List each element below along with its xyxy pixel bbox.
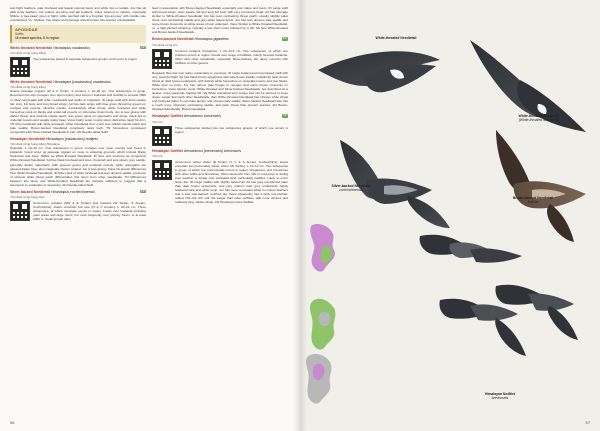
qr-code-icon[interactable] — [152, 126, 172, 146]
species-latin: Hirundapus cochinchinensis — [51, 189, 95, 194]
family-title: APODIDAE — [15, 27, 38, 33]
label-silver-backed-needletail — [318, 184, 384, 192]
species-heading — [10, 137, 146, 141]
status-badge: LC — [283, 114, 287, 118]
book-gutter — [293, 0, 307, 431]
species-heading — [10, 190, 146, 194]
species-vietnamese: Yến đuôi cứng họng trắng — [10, 51, 46, 55]
label-name: White-throated Needletail — [518, 114, 560, 118]
species-heading — [152, 37, 288, 41]
qr-row — [10, 201, 146, 224]
left-column-a — [10, 6, 146, 226]
qr-row — [152, 49, 288, 69]
bird-plate-illustration — [300, 0, 600, 431]
species-vietnamese: Yến núi — [152, 119, 163, 124]
qr-row — [10, 57, 146, 77]
qr-code-icon[interactable] — [10, 201, 30, 221]
species-vietnamese: Yến núi — [152, 154, 163, 159]
label-white-throated-needletail-upper — [366, 36, 426, 40]
family-box — [10, 25, 146, 42]
family-note: 16 extant species, 8 in region — [15, 36, 60, 41]
label-sub: cochinchinensis — [339, 188, 363, 193]
bird-himalayan-swiftlet-silhouette — [439, 299, 526, 356]
species-name: Himalayan Swiftlet — [152, 148, 183, 153]
label-white-throated-needletail-lower — [506, 114, 572, 122]
bird-brown-backed-needletail — [496, 130, 586, 242]
species-heading — [152, 114, 288, 118]
species-latin: Aerodramus brevirostris — [183, 114, 222, 119]
species-entry — [10, 80, 146, 134]
range-map-1 — [310, 224, 335, 272]
left-column-b — [152, 6, 288, 210]
species-name: Brown-backed Needletail — [152, 37, 194, 42]
species-entry — [152, 149, 288, 208]
species-body: Potential. L 19–20 cm. One subspecies in group. Forages over open country and forest in lowlands. Could occur as passage migrant en route to wintering grounds, which include Malay Peninsula and Java. Habits as White-throated Needletail. ID Size and structure as congeneric White-throated Needletail. Ad has black forehead and lores, brownish and less silvery grey saddle, generally darker upperparts (with greener gloss) and undertail coverts, white upperparts are glossed darker blue; also marginally shorter winged. Juv is less glossy. Voice No known differences from White-throated Needletail. ID Silver-lack of white forehead and less obvious saddle, presence of obvious white throat patch differentiates this taxon from other needletails. TN Differences between this taxon and White-throated Needletail are perhaps sufficient to suggest that a taxonomic re-evaluation is necessary. AN Needle-tailed Swift. — [10, 146, 146, 187]
species-entry — [10, 190, 146, 225]
species-entry — [152, 37, 288, 111]
species-vietnamese: Yến đuôi cứng họng trắng — [10, 85, 46, 90]
species-entry — [152, 114, 288, 145]
species-latin: Hirundapus [caudacutus] caudacutus — [53, 80, 111, 84]
status-badge: LC — [283, 37, 287, 41]
species-heading — [10, 80, 146, 84]
status-badge: LC — [141, 189, 145, 193]
species-vietnamese: Yến đuôi cứng lớn — [152, 42, 178, 47]
qr-row — [152, 160, 288, 208]
qr-row — [152, 126, 288, 146]
bird-himalayan-swiftlet — [420, 235, 522, 263]
label-sub: indicus — [527, 200, 539, 205]
family-subtitle: Swifts — [15, 32, 24, 37]
range-map-2 — [310, 299, 335, 350]
label-sub: brevirostris — [491, 396, 509, 401]
species-latin: Aerodramus [brevirostris] brevirostris — [183, 148, 242, 153]
species-body: Uncommon winter visitor (E Tonkin, N, C & S Annam, Cochinchina); status uncertain but presumably winter visitor (W Tonkin). L 13–14 cm. Two subspecies in group, of which one (innominata) occurs in region. Gregarious, and sometimes with other swifts and hirundines. Often descends from hills in cold-snap or during poor weather to forage over cultivated land, particularly paddies. Likely to occur Sept–Jun. ID Large swiftlet with slightly forked tail. Ad has grey-complected paler than dark brown upperparts, and very uniform pale grey underparts; lightly feathered tarsi and white rump. Juv has more concealed white in contour feathers and a less well-defined, notched tail. Voice Apparently has a fairly low-pitched, rattled 'chit chit chit' call. SS Larger than other swiftlets, with more obvious and relatively long, darker wings. AN Himalayan Cave Swiftlet. — [175, 160, 288, 205]
label-name: Himalayan Swiftlet — [485, 392, 515, 396]
species-name: White-throated Needletail — [10, 45, 53, 50]
species-name: White-throated Needletail — [10, 80, 53, 84]
status-badge: LC — [141, 45, 145, 49]
species-latin: Hirundapus giganteus — [194, 37, 229, 42]
bird-white-throated-needletail-upper — [318, 51, 440, 92]
page-number: 57 — [585, 420, 590, 425]
species-body: Regularly flies low over water, particularly in evenings. ID Large-bodied and long-winged swift with very powerful flight. Ad has black-brown upperparts with pale brown saddle, indistinctly paler brown throat on dark brown underparts, with distinct white horseshoe on undertail-coverts and rear flanks. White spot on lores. Juv has narrow pale fringes to remiges and some brown crescents on horseshoe. Voice Quietly vocal: White-throated and Silver-backed Needletails, but described as a clearer, more sweet-like rippling trill. SS White supraloral spot unique and can be obvious in close views. Larger than both other Needletails, than White-throated Needletail has obvious white throat and forehead (latter in nominate alone), and obvious pale saddle; Silver-backed Needletail also has a much more obviously contrasting saddle, and paler throat than present species. AN Brown-throated (Needletail), Brown Needletail. — [152, 70, 288, 112]
species-name: Himalayan Swiftlet — [152, 114, 183, 119]
species-vietnamese: Yến đuôi cứng họng xám — [10, 195, 45, 200]
species-body: Uncommon resident (NW & E Tonkin) and resident (W Tonkin, S Annam, Cochinchina); status uncertain but rare (N & C Annam). L 20–22 cm. Three subspecies, of which nominate occurs in region. Feeds over lowlands including open areas and large rivers, but most frequently over primary forest, to at least 2000 m. Small groups often — [33, 201, 146, 222]
species-body: Scarce passage migrant (W & C Tonkin, S Annam). L 19–20 cm. One subspecies in group. Recorded Oct–Apr. Forages over open country and forest in lowlands and foothills to at least 1500 m. May congregate with other needletails and swifts on migration. ID Large swift with short square tail, long, full body and long broad wings. Ad has dark wings with blue gloss (browning green) on remiges and coverts, off-white mantle, contrastingly white throat, white forehead and white horseshoe mark on flanks and under-tail coverts on otherwise brown body. Juv is less glossy with darker throat, less obvious mantle patch, less green gloss on upperparts and wings, black lips to undertail coverts and usually dusky base. Voice Fairly vocal; mostly silent, distinctive rapid 'hin-hin'. TN Only needletail with white forehead. Other Needletail from much less whitish mantle patch and pale saddle; Brown-backed Needletail completely lacks both. TN Sometimes considered conspecific with Silver-backed Needletail in part. AN Needle-tailed Swift. — [10, 89, 146, 134]
species-entry — [10, 46, 146, 77]
page-number: 56 — [10, 420, 15, 425]
qr-text: Common resident throughout. L 23–24.5 cm. Two subspecies, of which one (indicus) occurs in region. Feeds over range of habitats, mainly forested lowlands. Often with other needletails, especially Silver-backed, but rarely consorts with swiftlets of other genera. — [175, 48, 288, 65]
qr-text: Two subspecies placed in separate subspecies groups, both occur in region. — [33, 57, 138, 61]
species-heading — [10, 46, 146, 50]
continued-paragraph: feed in association with Brown-backed Needletail, especially over lakes and rivers. ID Large swift with broad wings, short square tail and long full body with very prominent head. Ad has plumage similar to White-throated Needletail, but has less contrasting throat patch, usually slightly paler chest, less contrasting saddle and grey-white lateral spots. Juv has less obvious pale saddle and some brown crescents on white areas of rear underpart. Voice Similar to White-throated Needletail, i.e. a high-pitched twittering, typically a few short notes followed by a trill. SS See White-throated and Brown-backed Needletails. — [152, 6, 288, 35]
intro-paragraph: and flight feathers, pale forehead and lateral coronal band, and white tips to tertials. Juv has all dark body feathers, but retains pre-wing and tail feathers. Voice Likened to captive, especially Shikra, a 'kee-kaaw' given in flight, while perched call is a frog-like 'kyo-kyo-kay' with middle note emphasised. VL: Shrikes, tree shape and plumage should render this species unmistakable. — [10, 6, 146, 23]
label-name: Silver-backed Needletail — [331, 184, 371, 188]
species-name: Silver-backed Needletail — [10, 189, 51, 194]
species-entry — [10, 137, 146, 187]
qr-code-icon[interactable] — [10, 57, 30, 77]
range-map-3 — [306, 354, 331, 404]
qr-code-icon[interactable] — [152, 160, 172, 180]
species-latin: Hirundapus [caudacutus] nudipes — [46, 136, 98, 141]
qr-text: Three subspecies divided into two subspecies groups, of which one occurs in region. — [175, 125, 288, 134]
species-name: Himalayan Needletail — [10, 136, 46, 141]
qr-code-icon[interactable] — [152, 49, 172, 69]
species-vietnamese: Yến đuôi cứng họng trắng Himalaya — [10, 142, 60, 147]
species-heading — [152, 149, 288, 153]
label-name: White-throated Needletail — [375, 36, 417, 40]
label-himalayan-swiftlet — [470, 392, 530, 400]
label-sub: (White-throated Needletail) — [518, 118, 560, 123]
species-latin: Hirundapus caudacutus — [53, 45, 90, 50]
label-brown-backed-needletail — [500, 196, 566, 204]
label-name: Brown-backed Needletail — [512, 196, 554, 200]
